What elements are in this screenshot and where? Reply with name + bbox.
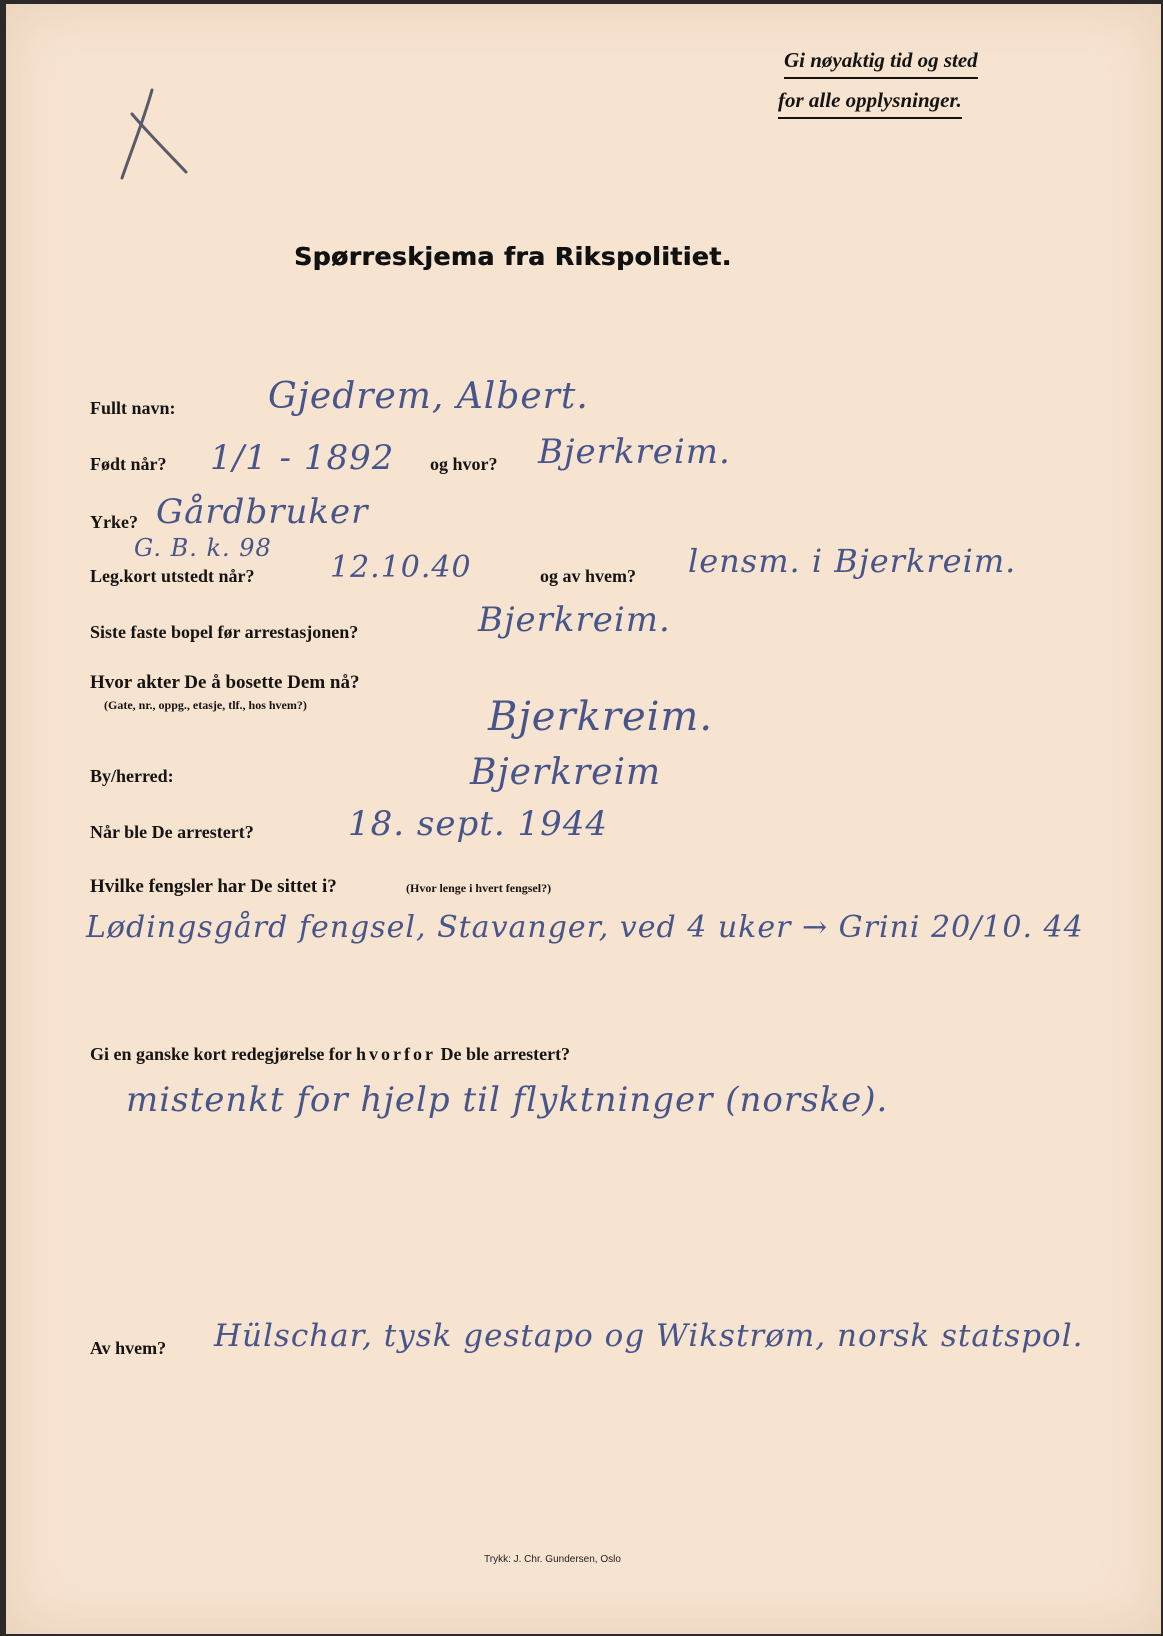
- id-card-when-label: Leg.kort utstedt når?: [90, 566, 255, 586]
- occupation-value: Gårdbruker: [156, 492, 369, 532]
- born-when-label: Født når?: [90, 454, 167, 474]
- occupation-note: G. B. k. 98: [134, 534, 272, 562]
- id-card-by-value: lensm. i Bjerkreim.: [688, 542, 1017, 580]
- by-whom-label: Av hvem?: [90, 1338, 167, 1358]
- occupation-label: Yrke?: [90, 512, 138, 532]
- reason-label-prefix: Gi en ganske kort redegjørelse for: [90, 1044, 352, 1064]
- form-title: Spørreskjema fra Rikspolitiet.: [294, 242, 732, 271]
- reason-label-suffix: De ble arrestert?: [440, 1044, 571, 1064]
- born-where-label: og hvor?: [430, 454, 498, 474]
- arrested-when-label: Når ble De arrestert?: [90, 822, 254, 842]
- last-residence-value: Bjerkreim.: [478, 600, 671, 640]
- id-card-when-value: 12.10.40: [330, 550, 472, 585]
- last-residence-label: Siste faste bopel før arrestasjonen?: [90, 622, 359, 642]
- notice-line-1: Gi nøyaktig tid og sted: [784, 48, 978, 79]
- settle-where-sublabel: (Gate, nr., oppg., etasje, tlf., hos hvem?): [104, 698, 307, 712]
- notice-line-2: for alle opplysninger.: [778, 88, 962, 119]
- full-name-label: Fullt navn:: [90, 398, 176, 418]
- settle-where-label: Hvor akter De å bosette Dem nå?: [90, 672, 360, 693]
- town-value: Bjerkreim: [470, 752, 662, 793]
- x-mark-icon: [114, 84, 194, 189]
- printer-credit: Trykk: J. Chr. Gundersen, Oslo: [484, 1554, 621, 1565]
- id-card-by-label: og av hvem?: [540, 566, 636, 586]
- questionnaire-sheet: [6, 4, 1161, 1634]
- born-when-value: 1/1 - 1892: [210, 438, 395, 478]
- prisons-label: Hvilke fengsler har De sittet i?: [90, 876, 337, 897]
- settle-where-value: Bjerkreim.: [488, 694, 714, 740]
- prisons-sublabel: (Hvor lenge i hvert fengsel?): [406, 881, 552, 895]
- reason-value: mistenkt for hjelp til flyktninger (norske).: [126, 1080, 889, 1120]
- prisons-value: Lødingsgård fengsel, Stavanger, ved 4 uker → Grini 20/10. 44: [86, 910, 1084, 945]
- born-where-value: Bjerkreim.: [538, 432, 731, 472]
- town-label: By/herred:: [90, 766, 174, 786]
- full-name-value: Gjedrem, Albert.: [268, 376, 589, 417]
- reason-label: [90, 1044, 570, 1065]
- by-whom-value: Hülschar, tysk gestapo og Wikstrøm, norsk statspol.: [214, 1318, 1084, 1354]
- arrested-when-value: 18. sept. 1944: [348, 804, 609, 844]
- reason-label-emphasis: hvorfor: [355, 1044, 436, 1064]
